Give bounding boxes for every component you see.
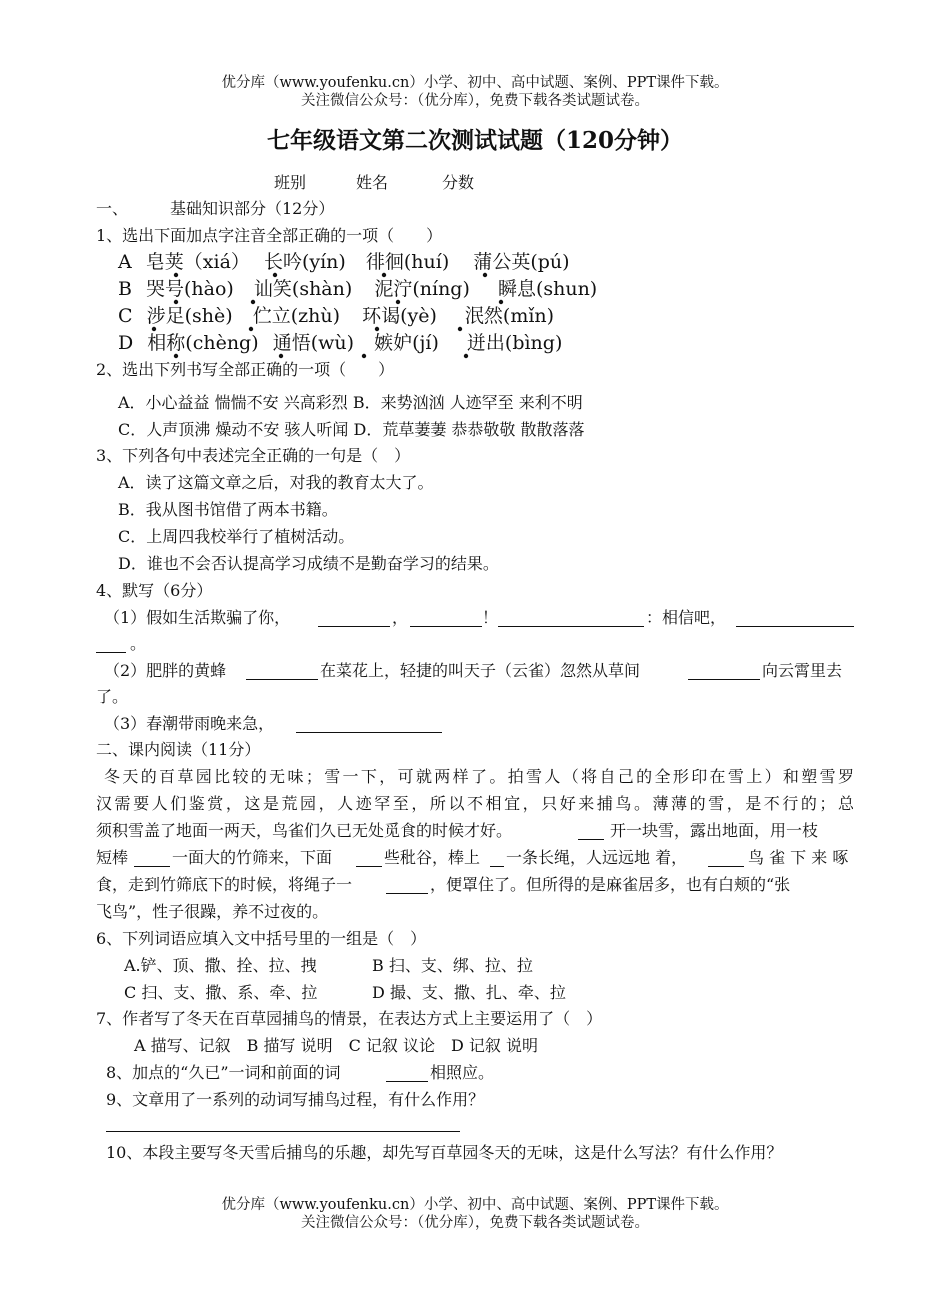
q1-option-label: D	[118, 332, 134, 354]
q2-stem: 2、选出下列书写全部正确的一项（ ）	[96, 360, 395, 379]
q1-d-item-3: 嫉妒(jí)	[374, 332, 439, 354]
q4-part1-believe: ：相信吧，	[646, 608, 727, 627]
q3-option-a: A．读了这篇文章之后，对我的教育太大了。	[118, 473, 434, 492]
blank-line[interactable]	[708, 866, 744, 867]
q4-stem: 4、默写（6分）	[96, 581, 213, 600]
passage-line-5b: ，便罩住了。但所得的是麻雀居多，也有白颊的“张	[430, 875, 791, 894]
q1-c-item-3: 环谒(yè)	[362, 305, 437, 327]
q9-stem: 9、文章用了一系列的动词写捕鸟过程，有什么作用？	[106, 1090, 485, 1109]
q3-option-d: D．谁也不会否认提高学习成绩不是勤奋学习的结果。	[118, 554, 499, 573]
q6-option-a: A.铲、顶、撒、拴、拉、拽	[124, 956, 317, 975]
q3-option-b: B．我从图书馆借了两本书籍。	[118, 500, 338, 519]
blank-line[interactable]	[498, 626, 644, 627]
q10-stem: 10、本段主要写冬天雪后捕鸟的乐趣，却先写百草园冬天的无味，这是什么写法？有什么作用？	[106, 1143, 783, 1162]
header-line-2: 关注微信公众号：（优分库），免费下载各类试题试卷。	[301, 93, 649, 109]
q4-part1-exclaim: ！	[482, 608, 499, 627]
q4-part2-end: 了。	[96, 687, 129, 706]
q6-option-c: C 扫、支、撒、系、牵、拉	[124, 983, 318, 1002]
q1-a-item-4: 蒲公英(pú)	[473, 251, 570, 273]
blank-line[interactable]	[578, 839, 604, 840]
q8-stem: 8、加点的“久已”一词和前面的词	[106, 1063, 341, 1082]
header-line-1: 优分库（www.youfenku.cn）小学、初中、高中试题、案例、PPT课件下载。	[221, 75, 729, 91]
q1-c-item-1: 涉足(shè)	[146, 305, 233, 327]
passage-line-4e: 鸟 雀 下 来 啄	[748, 848, 849, 867]
section1-number: 一、	[96, 199, 129, 218]
q4-part1-prefix: （1）假如生活欺骗了你，	[104, 608, 291, 627]
q4-part2-middle: 在菜花上，轻捷的叫天子（云雀）忽然从草间	[320, 661, 641, 680]
q1-a-item-1: 皂荚（xiá）	[145, 251, 250, 273]
q4-part2-prefix: （2）肥胖的黄蜂	[104, 661, 227, 680]
q3-option-c: C．上周四我校举行了植树活动。	[118, 527, 355, 546]
blank-line[interactable]	[386, 1081, 428, 1082]
q1-option-label: B	[118, 278, 132, 300]
q4-part1-comma: ，	[392, 608, 409, 627]
blank-line[interactable]	[296, 732, 442, 733]
info-score: 分数	[442, 173, 475, 192]
q1-c-item-4: 泯然(mǐn)	[464, 305, 555, 327]
q1-b-item-4: 瞬息(shun)	[497, 278, 598, 300]
blank-line[interactable]	[490, 866, 504, 867]
q1-d-item-2: 通悟(wù)	[272, 332, 355, 354]
passage-line-4a: 短棒	[96, 848, 129, 867]
q6-stem: 6、下列词语应填入文中括号里的一组是（ ）	[96, 929, 427, 948]
info-class: 班别	[274, 173, 307, 192]
q1-b-item-1: 哭号(hào)	[146, 278, 234, 300]
passage-line-2: 汉需要人们鉴赏，这是荒园，人迹罕至，所以不相宜，只好来捕鸟。薄薄的雪，是不行的；总	[96, 794, 854, 813]
q8-stem-end: 相照应。	[430, 1063, 495, 1082]
answer-line[interactable]	[106, 1131, 460, 1132]
section1-title: 基础知识部分（12分）	[170, 199, 335, 218]
blank-line[interactable]	[246, 679, 318, 680]
q6-option-d: D 撮、支、撒、扎、牵、拉	[372, 983, 566, 1002]
q6-option-b: B 扫、支、绑、拉、拉	[372, 956, 533, 975]
q1-row-b	[118, 277, 597, 301]
q4-part2-tail: 向云霄里去	[762, 661, 843, 680]
q1-a-item-3: 徘徊(huí)	[365, 251, 450, 273]
blank-line[interactable]	[736, 626, 854, 627]
q1-d-item-1: 相称(chèng)	[147, 332, 259, 354]
q1-row-a	[118, 250, 570, 274]
blank-line[interactable]	[688, 679, 760, 680]
blank-line[interactable]	[356, 866, 382, 867]
blank-line[interactable]	[96, 652, 126, 653]
q2-options-line-2: C．人声顶沸 燥动不安 骇人听闻 D．荒草萋萋 恭恭敬敬 散散落落	[118, 420, 585, 439]
q1-d-item-4: 迸出(bìng)	[466, 332, 563, 354]
q3-stem: 3、下列各句中表述完全正确的一句是（ ）	[96, 446, 411, 465]
passage-line-5a: 食，走到竹筛底下的时候，将绳子一	[96, 875, 353, 894]
q1-row-d	[118, 331, 562, 355]
footer-line-1: 优分库（www.youfenku.cn）小学、初中、高中试题、案例、PPT课件下载。	[221, 1197, 729, 1213]
q4-part3-prefix: （3）春潮带雨晚来急，	[104, 714, 275, 733]
blank-line[interactable]	[318, 626, 390, 627]
q7-stem: 7、作者写了冬天在百草园捕鸟的情景，在表达方式上主要运用了（ ）	[96, 1009, 603, 1028]
q1-option-label: A	[118, 251, 132, 273]
passage-line-4c: 些秕谷，棒上	[384, 848, 481, 867]
info-name: 姓名	[356, 173, 389, 192]
q1-row-c	[118, 304, 554, 328]
q1-b-item-3: 泥泞(níng)	[374, 278, 470, 300]
section2-title: 二、课内阅读（11分）	[96, 740, 261, 759]
q1-a-item-2: 长吟(yín)	[263, 251, 346, 273]
passage-line-6: 飞鸟”，性子很躁，养不过夜的。	[96, 902, 329, 921]
page-title: 七年级语文第二次测试试题（120分钟）	[266, 127, 683, 154]
passage-line-1: 冬天的百草园比较的无味；雪一下，可就两样了。拍雪人（将自己的全形印在雪上）和塑雪罗	[104, 767, 854, 786]
q1-b-item-2: 讪笑(shàn)	[253, 278, 353, 300]
q1-option-label: C	[118, 305, 133, 327]
q1-stem: 1、选出下面加点字注音全部正确的一项（ ）	[96, 226, 443, 245]
passage-line-3b: 开一块雪，露出地面，用一枝	[610, 821, 819, 840]
blank-line[interactable]	[410, 626, 482, 627]
q2-options-line-1: A．小心益益 惴惴不安 兴高彩烈 B．来势汹汹 人迹罕至 来利不明	[118, 393, 583, 412]
footer-line-2: 关注微信公众号：（优分库），免费下载各类试题试卷。	[301, 1215, 649, 1231]
blank-line[interactable]	[386, 893, 428, 894]
q7-options: A 描写、记叙 B 描写 说明 C 记叙 议论 D 记叙 说明	[134, 1036, 538, 1055]
passage-line-4d: 一条长绳，人远远地 着，	[506, 848, 688, 867]
passage-line-4b: 一面大的竹筛来，下面	[172, 848, 333, 867]
passage-line-3a: 须积雪盖了地面一两天，鸟雀们久已无处觅食的时候才好。	[96, 821, 513, 840]
q1-c-item-2: 伫立(zhù)	[252, 305, 341, 327]
q4-part1-end: 。	[130, 634, 147, 653]
blank-line[interactable]	[134, 866, 170, 867]
